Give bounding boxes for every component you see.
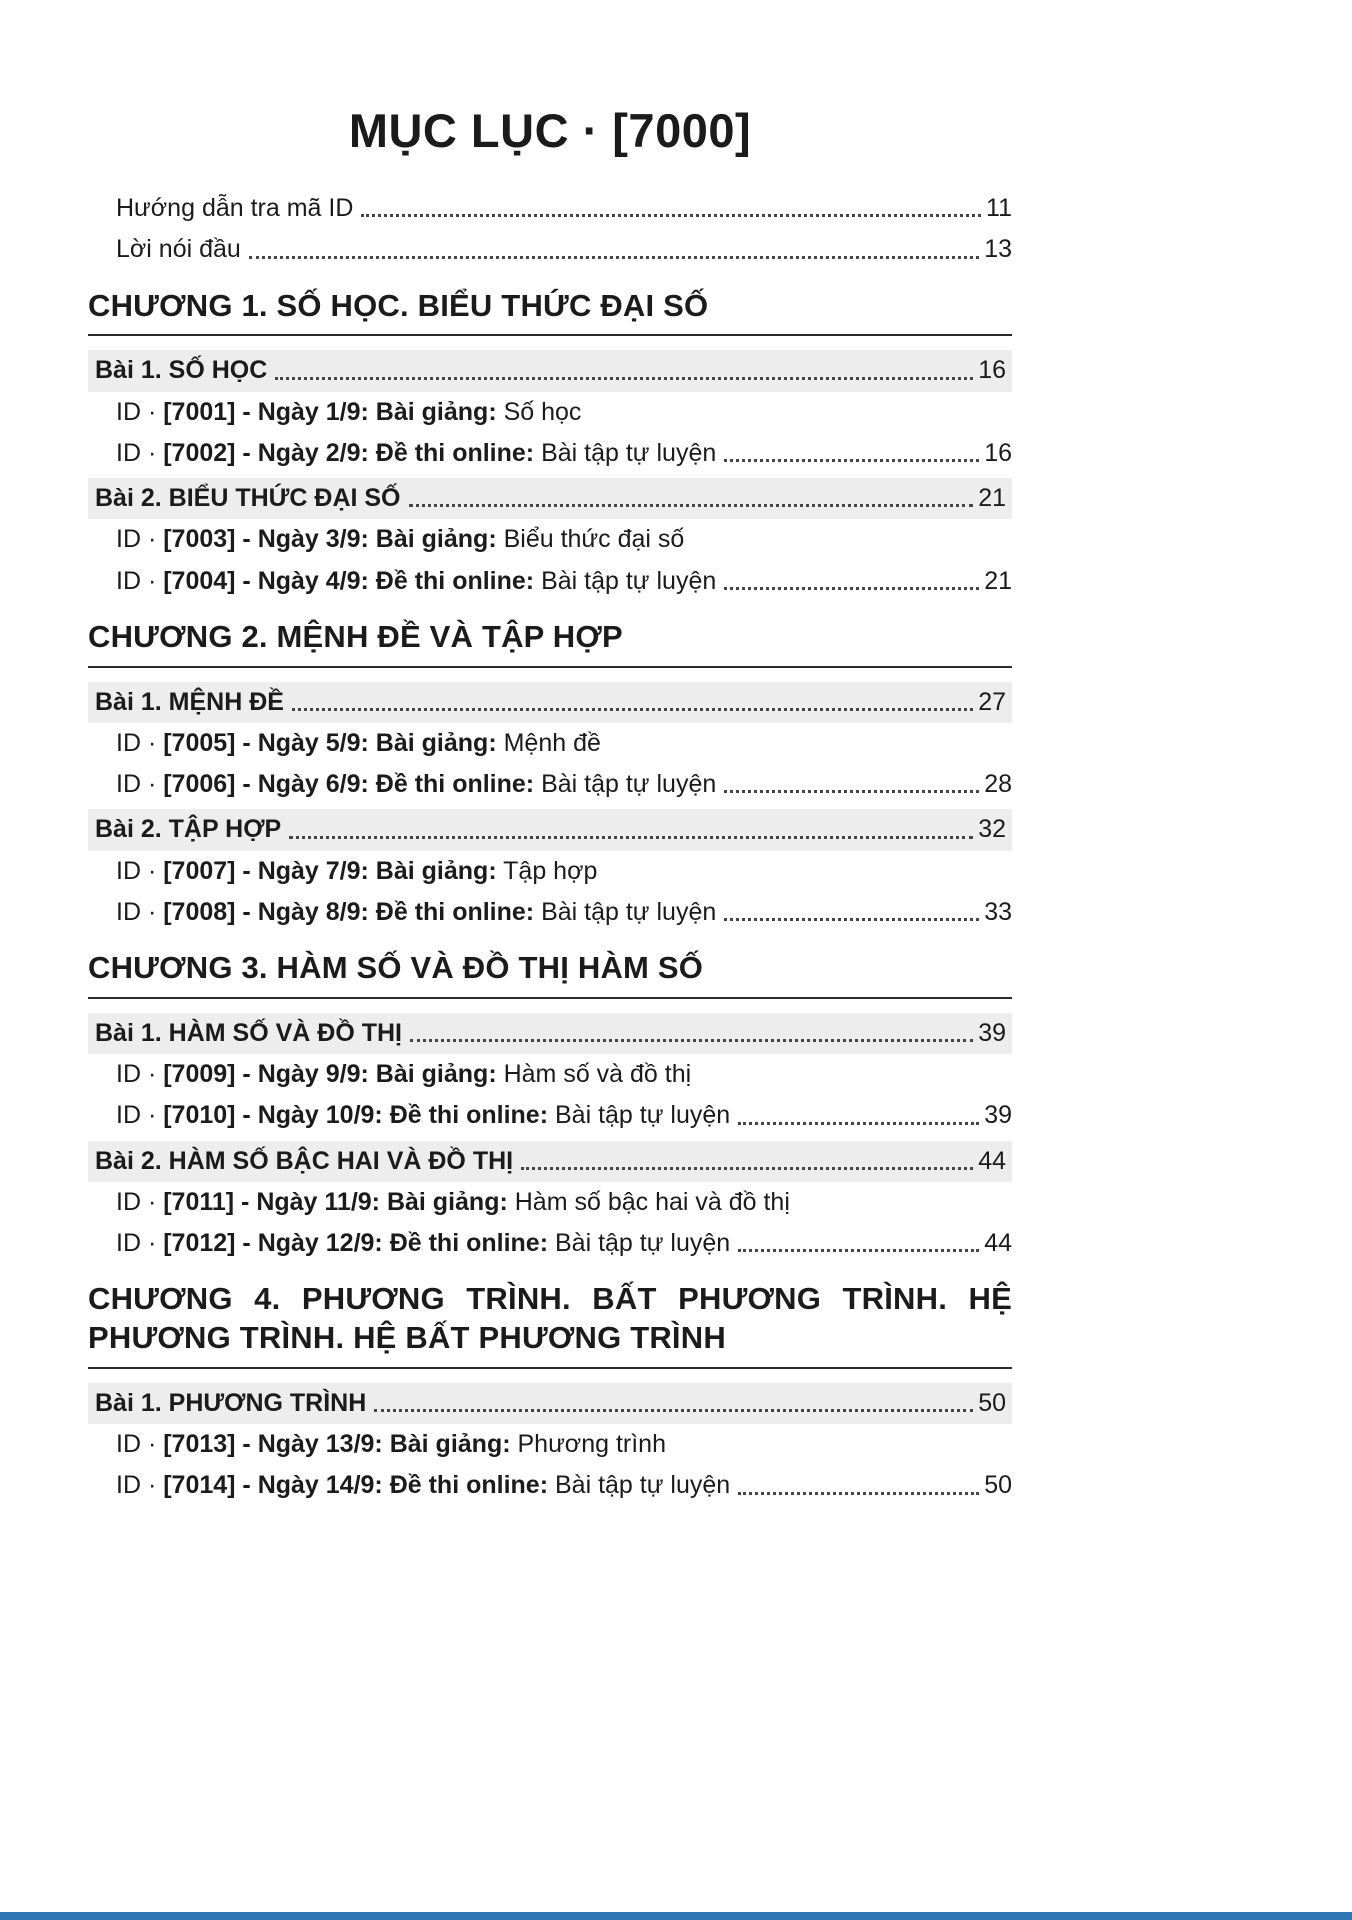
lesson-item-label <box>116 524 684 555</box>
id-item-text: Biểu thức đại số <box>496 525 685 554</box>
lesson-item-row[interactable] <box>88 1054 1012 1095</box>
item-page-number: 28 <box>984 770 1012 799</box>
lesson-heading-row[interactable] <box>88 809 1012 850</box>
id-code: [7007] - Ngày 7/9: Bài giảng: <box>163 856 497 885</box>
dot-leader <box>292 708 973 711</box>
id-prefix: ID · <box>116 1101 164 1130</box>
lesson-item-label <box>116 769 716 800</box>
id-item-text: Tập hợp <box>496 856 598 885</box>
lesson-title: Bài 2. BIỂU THỨC ĐẠI SỐ <box>95 484 401 513</box>
id-code: [7012] - Ngày 12/9: Đề thi online: <box>163 1229 549 1258</box>
chapter-heading: CHƯƠNG 4. PHƯƠNG TRÌNH. BẤT PHƯƠNG TRÌNH. HỆ PHƯƠNG TRÌNH. HỆ BẤT PHƯƠNG TRÌNH <box>88 1281 1012 1356</box>
lesson-title: Bài 2. HÀM SỐ BẬC HAI VÀ ĐỒ THỊ <box>95 1146 514 1175</box>
id-item-text: Hàm số và đồ thị <box>496 1060 692 1089</box>
id-item-text: Mệnh đề <box>496 728 601 757</box>
id-code: [7005] - Ngày 5/9: Bài giảng: <box>163 728 497 757</box>
item-page-number: 39 <box>984 1101 1012 1130</box>
id-prefix: ID · <box>116 856 164 885</box>
lesson-item-label <box>116 1429 666 1460</box>
chapter-divider <box>88 334 1012 336</box>
lesson-heading-row[interactable] <box>88 682 1012 723</box>
id-prefix: ID · <box>116 1471 164 1500</box>
chapter-heading: CHƯƠNG 3. HÀM SỐ VÀ ĐỒ THỊ HÀM SỐ <box>88 950 704 986</box>
id-item-text: Số học <box>496 397 582 426</box>
dot-leader <box>409 504 974 507</box>
chapter-heading: CHƯƠNG 1. SỐ HỌC. BIỂU THỨC ĐẠI SỐ <box>88 287 709 323</box>
lesson-title: Bài 1. PHƯƠNG TRÌNH <box>95 1388 367 1417</box>
lesson-item-row[interactable] <box>88 851 1012 892</box>
id-code: [7011] - Ngày 11/9: Bài giảng: <box>163 1187 508 1216</box>
lesson-heading-row[interactable] <box>88 1141 1012 1182</box>
lesson-heading-row[interactable] <box>88 478 1012 519</box>
chapter-section <box>88 1280 1012 1506</box>
id-prefix: ID · <box>116 438 164 467</box>
chapter-divider <box>88 666 1012 668</box>
lesson-item-label <box>116 897 716 928</box>
item-page-number: 21 <box>984 566 1012 595</box>
lesson-heading-row[interactable] <box>88 350 1012 391</box>
lesson-page-number: 32 <box>978 815 1006 844</box>
id-code: [7002] - Ngày 2/9: Đề thi online: <box>163 438 535 467</box>
id-item-text: Bài tập tự luyện <box>534 770 717 799</box>
id-item-text: Phương trình <box>510 1430 666 1459</box>
lesson-item-label <box>116 1100 730 1131</box>
dot-leader <box>724 918 979 921</box>
lesson-item-label <box>116 397 581 428</box>
lesson-item-label <box>116 856 597 887</box>
id-prefix: ID · <box>116 1060 164 1089</box>
lesson-page-number: 16 <box>978 356 1006 385</box>
toc-entry-page: 13 <box>984 235 1012 264</box>
lesson-item-row[interactable] <box>88 392 1012 433</box>
chapter-divider <box>88 1367 1012 1369</box>
dot-leader <box>738 1492 979 1495</box>
dot-leader <box>289 836 973 839</box>
id-code: [7003] - Ngày 3/9: Bài giảng: <box>163 525 497 554</box>
lesson-page-number: 21 <box>978 484 1006 513</box>
lesson-page-number: 44 <box>978 1146 1006 1175</box>
lesson-page-number: 39 <box>978 1018 1006 1047</box>
dot-leader <box>361 214 981 217</box>
lesson-page-number: 27 <box>978 687 1006 716</box>
toc-entry[interactable] <box>88 229 1012 270</box>
id-item-text: Bài tập tự luyện <box>534 566 717 595</box>
dot-leader <box>521 1167 973 1170</box>
lesson-title: Bài 2. TẬP HỢP <box>95 815 282 844</box>
id-prefix: ID · <box>116 397 164 426</box>
id-prefix: ID · <box>116 897 164 926</box>
dot-leader <box>724 587 979 590</box>
lesson-title: Bài 1. MỆNH ĐỀ <box>95 687 284 716</box>
id-item-text: Bài tập tự luyện <box>548 1229 731 1258</box>
lesson-item-row[interactable] <box>88 1095 1012 1136</box>
id-code: [7001] - Ngày 1/9: Bài giảng: <box>163 397 497 426</box>
id-item-text: Bài tập tự luyện <box>534 438 717 467</box>
chapter-heading: CHƯƠNG 2. MỆNH ĐỀ VÀ TẬP HỢP <box>88 618 623 654</box>
id-item-text: Bài tập tự luyện <box>548 1471 731 1500</box>
chapter-divider <box>88 997 1012 999</box>
lesson-item-row[interactable] <box>88 723 1012 764</box>
lesson-item-row[interactable] <box>88 561 1012 602</box>
dot-leader <box>275 377 973 380</box>
id-prefix: ID · <box>116 770 164 799</box>
lesson-item-label <box>116 1187 790 1218</box>
lesson-title: Bài 1. SỐ HỌC <box>95 356 268 385</box>
toc-entry-label: Hướng dẫn tra mã ID <box>116 194 354 223</box>
id-prefix: ID · <box>116 1187 164 1216</box>
id-item-text: Hàm số bậc hai và đồ thị <box>507 1187 790 1216</box>
id-prefix: ID · <box>116 1229 164 1258</box>
dot-leader <box>738 1249 979 1252</box>
toc-entry-label: Lời nói đầu <box>116 235 241 264</box>
chapter-section <box>88 618 1012 933</box>
id-code: [7006] - Ngày 6/9: Đề thi online: <box>163 770 535 799</box>
id-prefix: ID · <box>116 566 164 595</box>
lesson-item-row[interactable] <box>88 764 1012 805</box>
lesson-heading-row[interactable] <box>88 1383 1012 1424</box>
toc-entry[interactable] <box>88 188 1012 229</box>
toc-entry-page: 11 <box>986 194 1012 223</box>
dot-leader <box>374 1409 973 1412</box>
lesson-item-label <box>116 438 716 469</box>
id-prefix: ID · <box>116 1430 164 1459</box>
id-prefix: ID · <box>116 728 164 757</box>
lesson-item-label <box>116 1059 691 1090</box>
lesson-item-row[interactable] <box>88 1182 1012 1223</box>
lesson-item-row[interactable] <box>88 1223 1012 1264</box>
lesson-title: Bài 1. HÀM SỐ VÀ ĐỒ THỊ <box>95 1018 402 1047</box>
lesson-heading-row[interactable] <box>88 1013 1012 1054</box>
item-page-number: 16 <box>984 438 1012 467</box>
id-code: [7010] - Ngày 10/9: Đề thi online: <box>163 1101 549 1130</box>
item-page-number: 50 <box>984 1471 1012 1500</box>
lesson-item-label <box>116 728 601 759</box>
id-code: [7013] - Ngày 13/9: Bài giảng: <box>163 1430 511 1459</box>
lesson-item-row[interactable] <box>88 892 1012 933</box>
id-code: [7004] - Ngày 4/9: Đề thi online: <box>163 566 535 595</box>
item-page-number: 44 <box>984 1229 1012 1258</box>
lesson-item-row[interactable] <box>88 433 1012 474</box>
id-prefix: ID · <box>116 525 164 554</box>
dot-leader <box>249 256 979 259</box>
lesson-item-label <box>116 1228 730 1259</box>
toc-page <box>88 0 1012 1507</box>
item-page-number: 33 <box>984 897 1012 926</box>
lesson-item-row[interactable] <box>88 1465 1012 1506</box>
lesson-item-row[interactable] <box>88 519 1012 560</box>
front-matter-list <box>88 188 1012 271</box>
footer-accent-bar <box>0 1912 1352 1920</box>
id-item-text: Bài tập tự luyện <box>534 897 717 926</box>
lesson-page-number: 50 <box>978 1388 1006 1417</box>
dot-leader <box>724 459 979 462</box>
id-item-text: Bài tập tự luyện <box>548 1101 731 1130</box>
lesson-item-label <box>116 566 716 597</box>
lesson-item-label <box>116 1470 730 1501</box>
dot-leader <box>724 790 979 793</box>
id-code: [7009] - Ngày 9/9: Bài giảng: <box>163 1060 497 1089</box>
dot-leader <box>738 1122 979 1125</box>
lesson-item-row[interactable] <box>88 1424 1012 1465</box>
page-title: MỤC LỤC · [7000] <box>348 104 752 157</box>
id-code: [7008] - Ngày 8/9: Đề thi online: <box>163 897 535 926</box>
id-code: [7014] - Ngày 14/9: Đề thi online: <box>163 1471 549 1500</box>
chapter-section <box>88 949 1012 1264</box>
chapter-section <box>88 287 1012 602</box>
dot-leader <box>410 1039 973 1042</box>
